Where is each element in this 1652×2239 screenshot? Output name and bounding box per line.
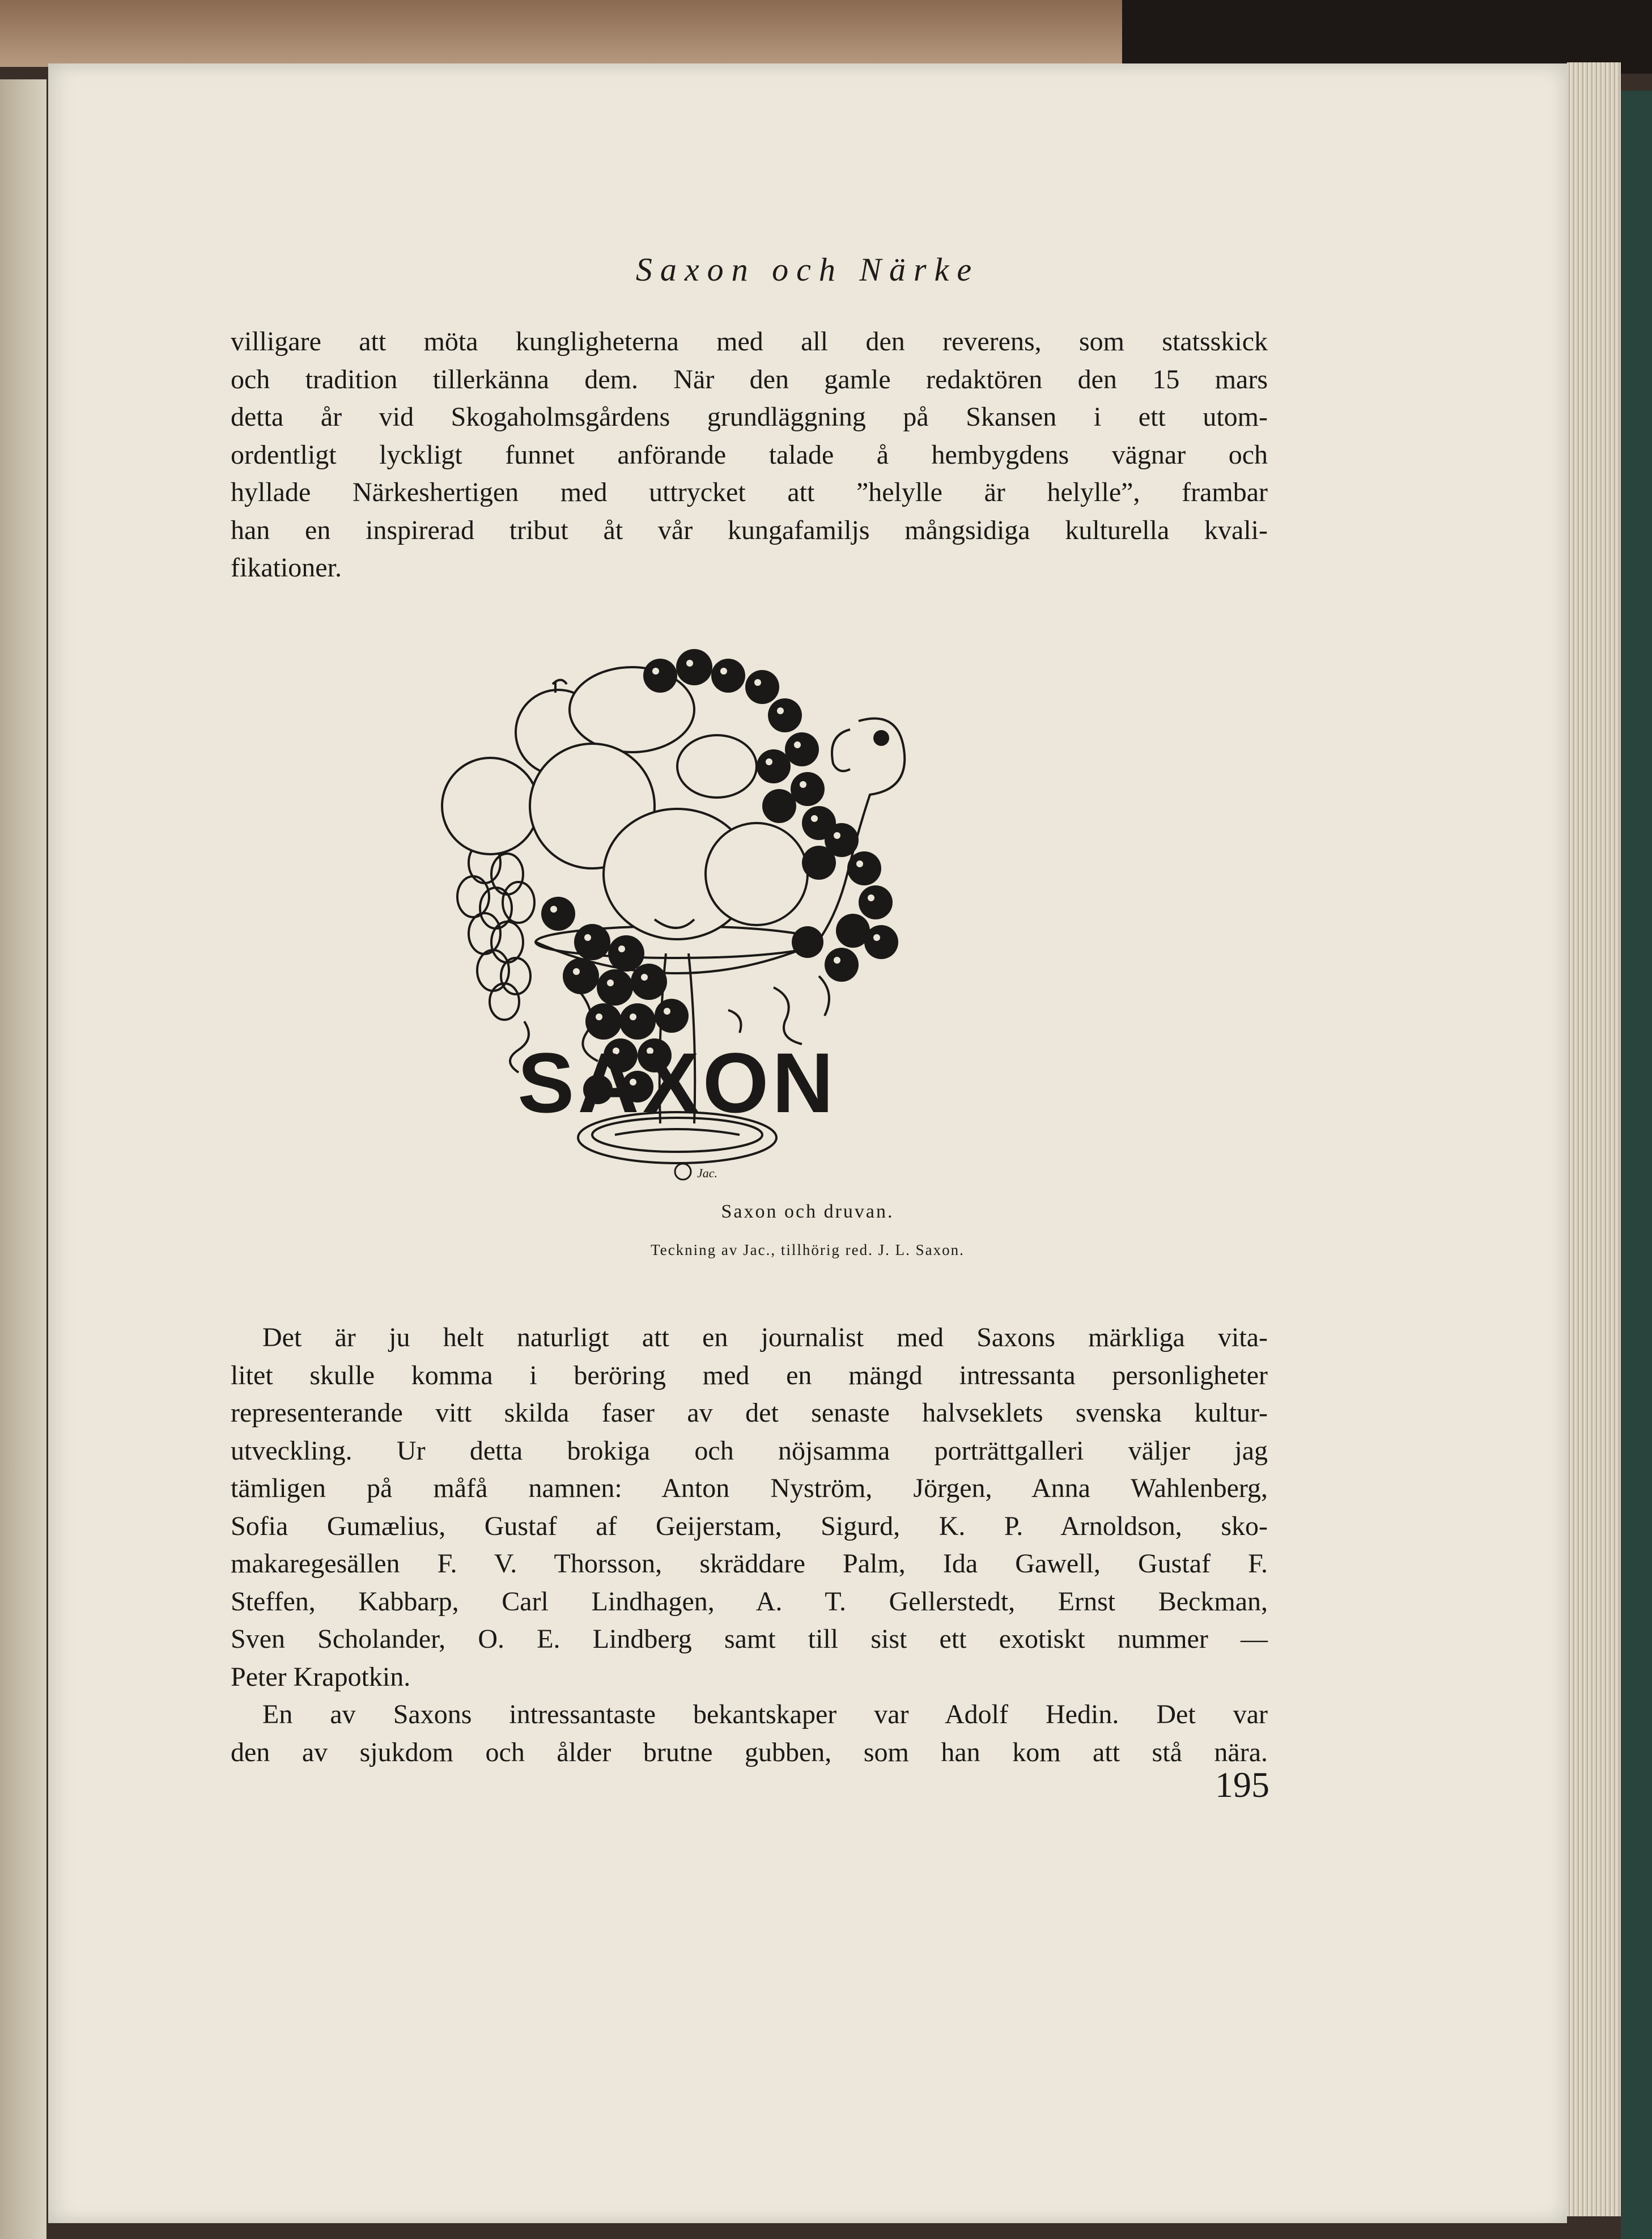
running-head: Saxon och Närke [635, 251, 980, 288]
text-line: tämligen på måfå namnen: Anton Nyström, Jörgen, Anna Wahlenberg, [231, 1473, 1268, 1503]
figure-caption: Saxon och druvan. [721, 1201, 894, 1222]
text-line: villigare att möta kungligheterna med all den reverens, som statsskick [231, 326, 1268, 357]
book-page [48, 63, 1567, 2223]
page-block-edges [1567, 62, 1621, 2216]
text-line: ordentligt lyckligt funnet anförande talade å hembygdens vägnar och [231, 439, 1268, 470]
table-surface [0, 0, 1190, 67]
text-line: Det är ju helt naturligt att en journalist med Saxons märkliga vita- [262, 1322, 1268, 1352]
fruit-bowl-illustration [411, 625, 944, 1260]
text-line: Sven Scholander, O. E. Lindberg samt till sist ett exotiskt nummer — [231, 1624, 1268, 1654]
text-line: detta år vid Skogaholmsgårdens grundläggning på Skansen i ett utom- [231, 402, 1268, 432]
book-cover-edge [1621, 91, 1652, 2239]
text-line: Peter Krapotkin. [231, 1661, 411, 1692]
text-line: och tradition tillerkänna dem. När den gamle redaktören den 15 mars [231, 364, 1268, 395]
text-line: fikationer. [231, 553, 342, 583]
text-line: utveckling. Ur detta brokiga och nöjsamma porträttgalleri väljer jag [231, 1435, 1268, 1466]
text-line: En av Saxons intressantaste bekantskaper var Adolf Hedin. Det var [262, 1699, 1268, 1729]
text-line: Sofia Gumælius, Gustaf af Geijerstam, Sigurd, K. P. Arnoldson, sko- [231, 1511, 1268, 1541]
text-line: representerande vitt skilda faser av det senaste halvseklets svenska kultur- [231, 1398, 1268, 1428]
text-line: makaregesällen F. V. Thorsson, skräddare Palm, Ida Gawell, Gustaf F. [231, 1549, 1268, 1579]
left-page-edge [0, 79, 46, 2239]
text-line: han en inspirerad tribut åt vår kungafamiljs mångsidiga kulturella kvali- [231, 515, 1268, 545]
text-line: Steffen, Kabbarp, Carl Lindhagen, A. T. Gellerstedt, Ernst Beckman, [231, 1586, 1268, 1617]
text-line: hyllade Närkeshertigen med uttrycket att ”helylle är helylle”, frambar [231, 477, 1268, 507]
artist-signature: Jac. [697, 1166, 718, 1180]
figure-credit: Teckning av Jac., tillhörig red. J. L. Saxon. [651, 1241, 965, 1258]
paragraph-1 [231, 323, 1268, 587]
paragraph-2 [231, 1319, 1268, 1696]
text-line: litet skulle komma i beröring med en mängd intressanta personligheter [231, 1360, 1268, 1390]
text-line: den av sjukdom och ålder brutne gubben, som han kom att stå nära. [231, 1737, 1268, 1767]
page-number: 195 [1215, 1765, 1269, 1805]
paragraph-3 [231, 1696, 1268, 1771]
saxon-logo: SAXON [517, 1035, 837, 1130]
